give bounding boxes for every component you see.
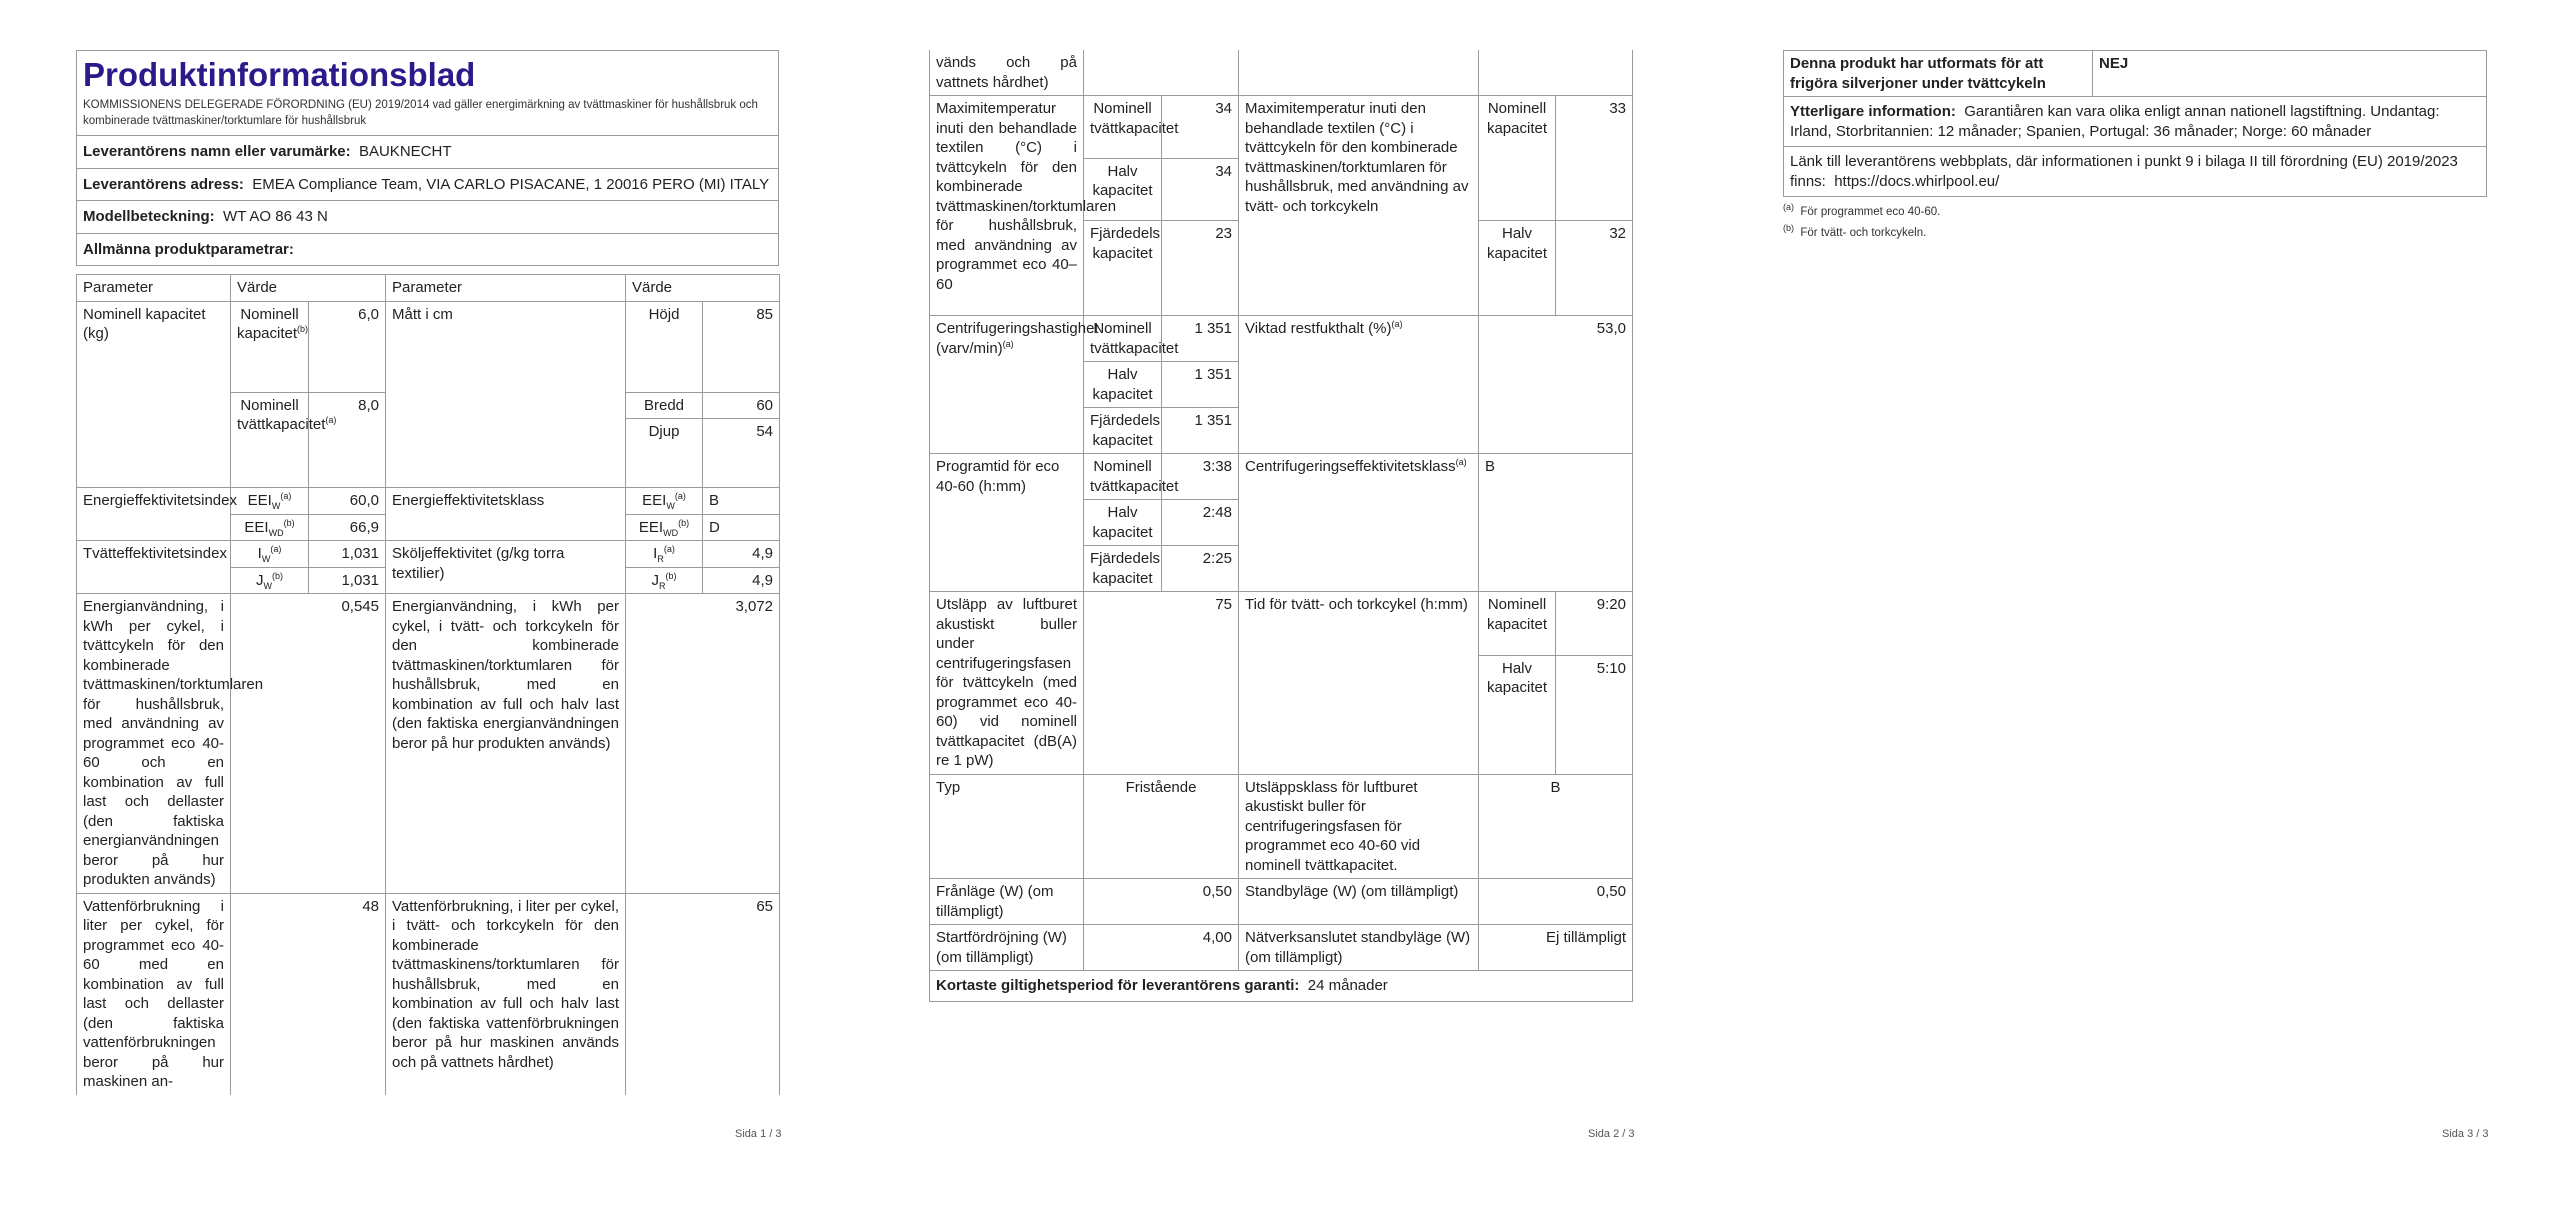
page-title: Produktinformationsblad (83, 56, 476, 93)
pt-half-value: 2:48 (1162, 500, 1239, 546)
footnote-a: $^{(a)}$ För programmet eco 40-60. (1783, 202, 1941, 218)
spin-class-value: B (1479, 454, 1633, 592)
height-label: Höjd (626, 301, 703, 392)
net-standby-value: Ej tillämpligt (1479, 925, 1633, 971)
noise-label: Utsläpp av luftburet akustiskt buller under centrifugeringsfasen för tvättcykeln (med programmet eco 40-60) vid nominell tvättkapacitet (dB(A) re 1 pW) (930, 592, 1084, 775)
page-3 (1783, 50, 2486, 244)
nom-cap-a-value: 8,0 (309, 392, 386, 488)
warranty-value: 24 månader (1307, 977, 1388, 994)
iw-value: 1,031 (309, 541, 386, 568)
address-label: Leverantörens adress: (83, 175, 244, 193)
energy-combo-value: 3,072 (626, 594, 780, 894)
energy-wash-label: Energianvändning, i kWh per cykel, i tvättcykeln för den kombinerade tvättmaskinen/torktumlaren för hushållsbruk, med användning av programmet eco 40-60 och en kombination av full last och dellaster (den faktiska energianvändningen beror på hur produkten används) (77, 594, 231, 894)
general-params-label: Allmänna produktparametrar: (83, 240, 294, 258)
pt-nom-value: 3:38 (1162, 454, 1239, 500)
max-temp-combo-label: Maximitemperatur inuti den behandlade textilen (°C) i tvättcykeln för den kombinerade tvättmaskinen/torktumlaren för hushållsbruk, med användning av tvätt- och torkcykeln (1239, 96, 1479, 316)
header-box (76, 50, 779, 136)
supplier-table (76, 135, 779, 266)
jr-value: 4,9 (703, 567, 780, 594)
supplier-link-text: Länk till leverantörens webbplats, där informationen i punkt 9 i bilaga II till förordning (EU) 2019/2023 finns: (1790, 153, 2458, 190)
water-combo-label: Vattenförbrukning, i liter per cykel, i tvätt- och torkcykeln för den kombinerade tvättmaskinens/torktumlaren för hushållsbruk, med en kombination av full och halv last (den faktiska vattenförbrukningen beror på hur maskinen används och på vattnets hårdhet) (386, 893, 626, 1095)
eei-label: Energieffektivitetsindex (77, 488, 231, 541)
pt-half-label: Halv kapacitet (1084, 500, 1162, 546)
extra-info-label: Ytterligare information: (1790, 103, 1956, 120)
width-value: 60 (703, 392, 780, 419)
silver-ions-value: NEJ (2093, 51, 2487, 97)
extra-info-table (1783, 50, 2487, 197)
col-header-value: Värde (231, 275, 386, 302)
eeiw-class-value: B (703, 488, 780, 515)
spin-nom-value: 1 351 (1162, 316, 1239, 362)
energy-wash-value: 0,545 (231, 594, 386, 894)
ct-half-value: 5:10 (1556, 655, 1633, 774)
combo-time-label: Tid för tvätt- och torkcykel (h:mm) (1239, 592, 1479, 775)
page-number-2: Sida 2 / 3 (1588, 1128, 1635, 1140)
col-header-value-2: Värde (626, 275, 780, 302)
spin-half-value: 1 351 (1162, 362, 1239, 408)
jw-label: $J_W^{(b)}$ (231, 567, 309, 594)
max-temp-wash-label: Maximitemperatur inuti den behandlade textilen (°C) i tvättcykeln för den kombinerade tvättmaskinen/torktumlaren för hushållsbruk, med användning av programmet eco 40–60 (930, 96, 1084, 316)
mt-nom-value: 34 (1162, 96, 1239, 159)
moisture-value: 53,0 (1479, 316, 1633, 454)
width-label: Bredd (626, 392, 703, 419)
eeiwd-class-value: D (703, 514, 780, 541)
pt-quarter-value: 2:25 (1162, 546, 1239, 592)
energy-combo-label: Energianvändning, i kWh per cykel, i tvätt- och torkcykeln för den kombinerade tvättmaskinen/torktumlaren för hushållsbruk, med en kombination av full och halv last (den faktiska energianvändningen beror på hur produkten används) (386, 594, 626, 894)
depth-label: Djup (626, 419, 703, 488)
nom-cap-a-label: Nominell tvättkapacitet$^{(a)}$ (231, 392, 309, 488)
supplier-link-url[interactable]: https://docs.whirlpool.eu/ (1834, 172, 2000, 190)
spin-quarter-value: 1 351 (1162, 408, 1239, 454)
address-value: EMEA Compliance Team, VIA CARLO PISACANE, 1 20016 PERO (MI) ITALY (252, 175, 770, 193)
col-header-param: Parameter (77, 275, 231, 302)
noise-class-label: Utsläppsklass för luftburet akustiskt buller för centrifugeringsfasen för programmet eco 40-60 vid nominell tvättkapacitet. (1239, 774, 1479, 879)
mt-quarter-label: Fjärdedels kapacitet (1084, 221, 1162, 316)
mt-quarter-value: 23 (1162, 221, 1239, 316)
standby-label: Standbyläge (W) (om tillämpligt) (1239, 879, 1479, 925)
spin-nom-label: Nominell tvättkapacitet (1084, 316, 1162, 362)
spin-half-label: Halv kapacitet (1084, 362, 1162, 408)
ct-half-label: Halv kapacitet (1479, 655, 1556, 774)
off-mode-value: 0,50 (1084, 879, 1239, 925)
water-wash-value: 48 (231, 893, 386, 1095)
col-header-param-2: Parameter (386, 275, 626, 302)
params-table-1 (76, 274, 780, 1095)
extra-info-value: Garantiåren kan vara olika enligt annan nationell lagstiftning. Undantag: Irland, Storbritannien: 12 månader; Spanien, Portugal: 36 månader; Norge: 60 månader (1790, 103, 2440, 140)
iw-label: $I_W^{(a)}$ (231, 541, 309, 568)
type-value: Fristående (1084, 774, 1239, 879)
height-value: 85 (703, 301, 780, 392)
page-number-3: Sida 3 / 3 (2442, 1128, 2489, 1140)
eeiw-class-label: $EEI_W^{(a)}$ (626, 488, 703, 515)
footnotes (1783, 197, 2486, 244)
eeiwd-class-label: $EEI_{WD}^{(b)}$ (626, 514, 703, 541)
spin-label: Centrifugeringshastighet (varv/min)$^{(a)}$ (930, 316, 1084, 454)
footnote-b: $^{(b)}$ För tvätt- och torkcykeln. (1783, 223, 1927, 239)
silver-ions-label: Denna produkt har utformats för att frigöra silverjoner under tvättcykeln (1784, 51, 2093, 97)
spin-class-label: Centrifugeringseffektivitetsklass$^{(a)}$ (1239, 454, 1479, 592)
eei-class-label: Energieffektivitetsklass (386, 488, 626, 541)
dims-label: Mått i cm (386, 301, 626, 488)
mtc-nom-label: Nominell kapacitet (1479, 96, 1556, 221)
spin-quarter-label: Fjärdedels kapacitet (1084, 408, 1162, 454)
nom-cap-b-label: Nominell kapacitet$^{(b)}$ (231, 301, 309, 392)
page-1 (76, 50, 779, 1095)
nom-cap-b-value: 6,0 (309, 301, 386, 392)
ct-nom-label: Nominell kapacitet (1479, 592, 1556, 656)
noise-class-value: B (1479, 774, 1633, 879)
nominal-capacity-label: Nominell kapacitet (kg) (77, 301, 231, 488)
off-mode-label: Frånläge (W) (om tillämpligt) (930, 879, 1084, 925)
regulation-subtitle: KOMMISSIONENS DELEGERADE FÖRORDNING (EU) 2019/2014 vad gäller energimärkning av tvättmaskiner för hushållsbruk och kombinerade tvättmaskiner/torktumlare för hushållsbruk (83, 99, 758, 127)
delay-label: Startfördröjning (W) (om tillämpligt) (930, 925, 1084, 971)
supplier-link-row (1784, 147, 2487, 197)
mtc-half-value: 32 (1556, 221, 1633, 316)
ir-label: $I_R^{(a)}$ (626, 541, 703, 568)
jr-label: $J_R^{(b)}$ (626, 567, 703, 594)
eeiwd-label: $EEI_{WD}^{(b)}$ (231, 514, 309, 541)
eeiw-value: 60,0 (309, 488, 386, 515)
extra-info-row (1784, 97, 2487, 147)
eeiwd-value: 66,9 (309, 514, 386, 541)
warranty-label: Kortaste giltighetsperiod för leverantörens garanti: (936, 977, 1300, 994)
pt-quarter-label: Fjärdedels kapacitet (1084, 546, 1162, 592)
ct-nom-value: 9:20 (1556, 592, 1633, 656)
type-label: Typ (930, 774, 1084, 879)
mt-nom-label: Nominell tvättkapacitet (1084, 96, 1162, 159)
page-number-1: Sida 1 / 3 (735, 1128, 782, 1140)
delay-value: 4,00 (1084, 925, 1239, 971)
moisture-label: Viktad restfukthalt (%)$^{(a)}$ (1239, 316, 1479, 454)
water-cont-label-2 (1239, 50, 1479, 96)
eeiw-label: $EEI_W^{(a)}$ (231, 488, 309, 515)
water-combo-value: 65 (626, 893, 780, 1095)
mt-half-label: Halv kapacitet (1084, 158, 1162, 221)
water-cont-value-2 (1479, 50, 1633, 96)
model-label: Modellbeteckning: (83, 208, 215, 225)
water-cont-label: vänds och på vattnets hårdhet) (930, 50, 1084, 96)
wash-eff-label: Tvätteffektivitetsindex (77, 541, 231, 594)
model-value: WT AO 86 43 N (223, 208, 328, 225)
warranty-row (930, 971, 1633, 1002)
prog-time-label: Programtid för eco 40-60 (h:mm) (930, 454, 1084, 592)
rinse-eff-label: Sköljeffektivitet (g/kg torra textilier) (386, 541, 626, 594)
jw-value: 1,031 (309, 567, 386, 594)
water-wash-label: Vattenförbrukning i liter per cykel, för programmet eco 40-60 med en kombination av full last och dellaster (den faktiska vattenförbrukningen beror på hur maskinen an- (77, 893, 231, 1095)
params-table-2 (929, 50, 1633, 1002)
standby-value: 0,50 (1479, 879, 1633, 925)
net-standby-label: Nätverksanslutet standbyläge (W) (om tillämpligt) (1239, 925, 1479, 971)
page-2 (929, 50, 1632, 1002)
mtc-nom-value: 33 (1556, 96, 1633, 221)
pt-nom-label: Nominell tvättkapacitet (1084, 454, 1162, 500)
mtc-half-label: Halv kapacitet (1479, 221, 1556, 316)
ir-value: 4,9 (703, 541, 780, 568)
supplier-value: BAUKNECHT (358, 143, 452, 160)
depth-value: 54 (703, 419, 780, 488)
water-cont-value (1084, 50, 1239, 96)
noise-value: 75 (1084, 592, 1239, 775)
supplier-label: Leverantörens namn eller varumärke: (83, 143, 351, 160)
mt-half-value: 34 (1162, 158, 1239, 221)
